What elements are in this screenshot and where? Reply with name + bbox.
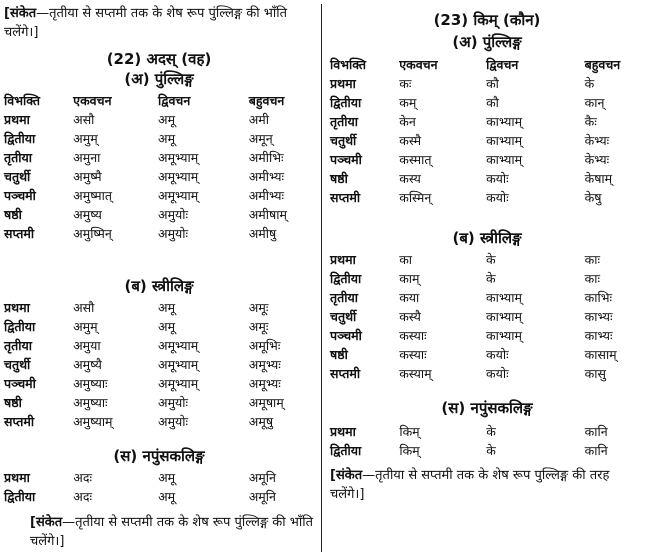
case-label: सप्तमी	[4, 226, 35, 241]
dual-form: कौ	[486, 95, 499, 110]
dual-form: अमूभ्याम्	[158, 357, 199, 372]
case-label: तृतीया	[4, 150, 32, 165]
dual-form: के	[486, 424, 496, 439]
case-label: सप्तमी	[330, 190, 361, 205]
singular-form: अमुष्मात्	[73, 188, 112, 203]
plural-form: केषाम्	[584, 171, 613, 186]
note-text: —तृतीया से सप्तमी तक के शेष रूप पुंल्लिङ्ग की भाँति चलेंगे।]	[30, 515, 314, 549]
table-row	[4, 129, 318, 148]
table-row	[330, 269, 648, 288]
plural-form: अमूषाम्	[248, 395, 284, 410]
table-row	[4, 468, 318, 487]
dual-form: काभ्याम्	[486, 114, 523, 129]
table-row	[330, 307, 648, 326]
plural-form: अमीभिः	[248, 150, 284, 165]
dual-form: अमू	[158, 300, 176, 315]
dual-form: अमू	[158, 470, 176, 485]
plural-form: अमूः	[248, 319, 269, 334]
table-row	[4, 336, 318, 355]
table-row	[330, 345, 648, 364]
dual-form: द्विवचन	[486, 57, 519, 72]
singular-form: कस्याम्	[399, 366, 432, 381]
case-label: विभक्ति	[330, 57, 367, 72]
plural-form: बहुवचन	[248, 93, 285, 108]
table-row	[330, 74, 648, 93]
kim-masculine-table	[330, 55, 648, 207]
table-row	[4, 374, 318, 393]
singular-form: कस्याः	[399, 328, 427, 343]
plural-form: अमीषाम्	[248, 207, 287, 222]
case-label: द्वितीया	[330, 443, 362, 458]
note-text: —तृतीया से सप्तमी तक के शेष रूप पुल्लिङ्ग की तरह चलेंगे।]	[330, 468, 610, 502]
dual-form: काभ्याम्	[486, 328, 523, 343]
plural-form: अमूः	[248, 300, 269, 315]
case-label: द्वितीया	[330, 271, 362, 286]
table-row	[4, 393, 318, 412]
kim-neuter-table	[330, 422, 648, 460]
table-row	[330, 422, 648, 441]
plural-form: अमूभ्यः	[248, 376, 281, 391]
plural-form: कानि	[584, 424, 608, 439]
singular-form: अमुना	[73, 150, 101, 165]
plural-form: काः	[584, 252, 601, 267]
dual-form: अमूभ्याम्	[158, 338, 199, 353]
dual-form: कौ	[486, 76, 499, 91]
note-label: [संकेत	[30, 515, 63, 530]
dual-form: के	[486, 271, 496, 286]
case-label: प्रथमा	[4, 470, 30, 485]
table-row	[330, 93, 648, 112]
adas-neuter-table	[4, 468, 318, 506]
singular-form: कम्	[399, 95, 417, 110]
case-label: तृतीया	[330, 114, 358, 129]
plural-form: केभ्यः	[584, 152, 610, 167]
dual-form: अमुयोः	[158, 414, 189, 429]
table-row	[330, 441, 648, 460]
singular-form: कस्य	[399, 171, 421, 186]
dual-form: के	[486, 252, 496, 267]
singular-form: कस्मिन्	[399, 190, 432, 205]
kim-neuter-heading: (स) नपुंसकलिङ्ग	[441, 399, 533, 417]
dual-form: काभ्याम्	[486, 309, 523, 324]
dual-form: कयोः	[486, 347, 509, 362]
note-label: [संकेत	[330, 468, 363, 483]
singular-form: एकवचन	[399, 57, 438, 72]
case-label: षष्ठी	[330, 347, 348, 362]
case-label: तृतीया	[4, 338, 32, 353]
dual-form: काभ्याम्	[486, 290, 523, 305]
table-row	[4, 186, 318, 205]
case-label: षष्ठी	[330, 171, 348, 186]
kim-feminine-table	[330, 250, 648, 383]
table-row	[4, 148, 318, 167]
case-label: तृतीया	[330, 290, 358, 305]
plural-form: अमूनि	[248, 489, 276, 504]
adas-feminine-table	[4, 298, 318, 431]
table-row	[330, 169, 648, 188]
plural-form: अमीभ्यः	[248, 169, 284, 184]
case-label: पञ्चमी	[4, 376, 36, 391]
plural-form: अमी	[248, 112, 270, 127]
singular-form: अमुष्मिन्	[73, 226, 112, 241]
table-header-row	[330, 55, 648, 74]
left-column	[0, 0, 318, 557]
column-divider	[321, 4, 322, 552]
singular-form: अमुष्य	[73, 207, 102, 222]
singular-form: केन	[399, 114, 416, 129]
table-row	[4, 317, 318, 336]
plural-form: बहुवचन	[584, 57, 621, 72]
dual-form: के	[486, 443, 496, 458]
dual-form: कयोः	[486, 366, 509, 381]
singular-form: अमुष्याः	[73, 395, 108, 410]
singular-form: किम्	[399, 424, 420, 439]
note-text: —तृतीया से सप्तमी तक के शेष रूप पुंल्लिङ्ग की भाँति चलेंगे।]	[4, 6, 288, 40]
right-bottom-note	[330, 466, 646, 504]
table-row	[330, 250, 648, 269]
note-label: [संकेत	[4, 6, 37, 21]
case-label: चतुर्थी	[330, 309, 357, 324]
case-label: चतुर्थी	[330, 133, 357, 148]
case-label: सप्तमी	[4, 414, 35, 429]
singular-form: कस्याः	[399, 347, 427, 362]
table-row	[330, 364, 648, 383]
table-row	[4, 224, 318, 243]
case-label: षष्ठी	[4, 207, 22, 222]
case-label: पञ्चमी	[330, 152, 362, 167]
case-label: षष्ठी	[4, 395, 22, 410]
left-bottom-note	[30, 513, 318, 551]
singular-form: अमुष्याम्	[73, 414, 113, 429]
adas-title: (22) अदस् (वह)	[106, 50, 212, 68]
dual-form: द्विवचन	[158, 93, 191, 108]
plural-form: अमीषु	[248, 226, 277, 241]
dual-form: अमुयोः	[158, 207, 189, 222]
plural-form: कासाम्	[584, 347, 617, 362]
case-label: प्रथमा	[4, 300, 30, 315]
plural-form: कानि	[584, 443, 608, 458]
singular-form: अदः	[73, 489, 93, 504]
table-row	[330, 188, 648, 207]
singular-form: अमुम्	[73, 319, 98, 334]
case-label: पञ्चमी	[330, 328, 362, 343]
kim-masculine-heading: (अ) पुंल्लिङ्ग	[452, 33, 522, 51]
singular-form: कस्यै	[399, 309, 421, 324]
singular-form: कया	[399, 290, 420, 305]
dual-form: कयोः	[486, 171, 509, 186]
adas-masculine-table	[4, 91, 318, 243]
plural-form: कासु	[584, 366, 606, 381]
dual-form: अमूभ्याम्	[158, 150, 199, 165]
plural-form: काभ्यः	[584, 309, 613, 324]
dual-form: अमूभ्याम्	[158, 376, 199, 391]
adas-masculine-heading: (अ) पुंल्लिङ्ग	[124, 70, 194, 88]
dual-form: काभ्याम्	[486, 133, 523, 148]
singular-form: अमुम्	[73, 131, 98, 146]
kim-feminine-heading: (ब) स्त्रीलिङ्ग	[452, 229, 522, 247]
dual-form: अमू	[158, 319, 176, 334]
case-label: प्रथमा	[4, 112, 30, 127]
table-header-row	[4, 91, 318, 110]
table-row	[4, 110, 318, 129]
singular-form: अमुष्याः	[73, 376, 108, 391]
adas-feminine-heading: (ब) स्त्रीलिङ्ग	[124, 277, 194, 295]
case-label: चतुर्थी	[4, 169, 31, 184]
dual-form: अमूभ्याम्	[158, 188, 199, 203]
plural-form: अमून्	[248, 131, 273, 146]
plural-form: कान्	[584, 95, 605, 110]
case-label: प्रथमा	[330, 252, 356, 267]
plural-form: अमूनि	[248, 470, 276, 485]
dual-form: अमू	[158, 131, 176, 146]
singular-form: कस्मात्	[399, 152, 432, 167]
table-row	[330, 288, 648, 307]
case-label: विभक्ति	[4, 93, 41, 108]
table-row	[4, 355, 318, 374]
singular-form: एकवचन	[73, 93, 112, 108]
singular-form: असौ	[73, 112, 95, 127]
singular-form: का	[399, 252, 413, 267]
singular-form: कः	[399, 76, 412, 91]
singular-form: अदः	[73, 470, 93, 485]
singular-form: किम्	[399, 443, 420, 458]
case-label: द्वितीया	[330, 95, 362, 110]
case-label: द्वितीया	[4, 131, 36, 146]
left-top-note	[4, 4, 316, 42]
singular-form: कस्मै	[399, 133, 422, 148]
table-row	[330, 131, 648, 150]
plural-form: काभ्यः	[584, 328, 613, 343]
singular-form: अमुया	[73, 338, 101, 353]
case-label: प्रथमा	[330, 76, 356, 91]
case-label: चतुर्थी	[4, 357, 31, 372]
plural-form: अमूभिः	[248, 338, 281, 353]
case-label: सप्तमी	[330, 366, 361, 381]
table-row	[4, 412, 318, 431]
dual-form: अमू	[158, 489, 176, 504]
dual-form: अमू	[158, 112, 176, 127]
singular-form: काम्	[399, 271, 420, 286]
case-label: पञ्चमी	[4, 188, 36, 203]
case-label: द्वितीया	[4, 489, 36, 504]
dual-form: अमुयोः	[158, 226, 189, 241]
plural-form: काः	[584, 271, 601, 286]
table-row	[330, 150, 648, 169]
adas-neuter-heading: (स) नपुंसकलिङ्ग	[113, 447, 205, 465]
table-row	[330, 112, 648, 131]
dual-form: काभ्याम्	[486, 152, 523, 167]
plural-form: केषु	[584, 190, 602, 205]
table-row	[4, 487, 318, 506]
table-row	[330, 326, 648, 345]
case-label: द्वितीया	[4, 319, 36, 334]
case-label: प्रथमा	[330, 424, 356, 439]
plural-form: के	[584, 76, 595, 91]
right-column	[326, 0, 648, 557]
table-row	[4, 205, 318, 224]
table-row	[4, 167, 318, 186]
plural-form: अमूभ्यः	[248, 357, 281, 372]
dual-form: कयोः	[486, 190, 509, 205]
singular-form: अमुष्मै	[73, 169, 102, 184]
dual-form: अमुयोः	[158, 395, 189, 410]
plural-form: कैः	[584, 114, 597, 129]
plural-form: केभ्यः	[584, 133, 610, 148]
dual-form: अमूभ्याम्	[158, 169, 199, 184]
plural-form: अमीभ्यः	[248, 188, 284, 203]
table-row	[4, 298, 318, 317]
kim-title: (23) किम् (कौन)	[433, 11, 541, 29]
singular-form: अमुष्यै	[73, 357, 102, 372]
plural-form: अमूषु	[248, 414, 274, 429]
plural-form: काभिः	[584, 290, 613, 305]
singular-form: असौ	[73, 300, 95, 315]
